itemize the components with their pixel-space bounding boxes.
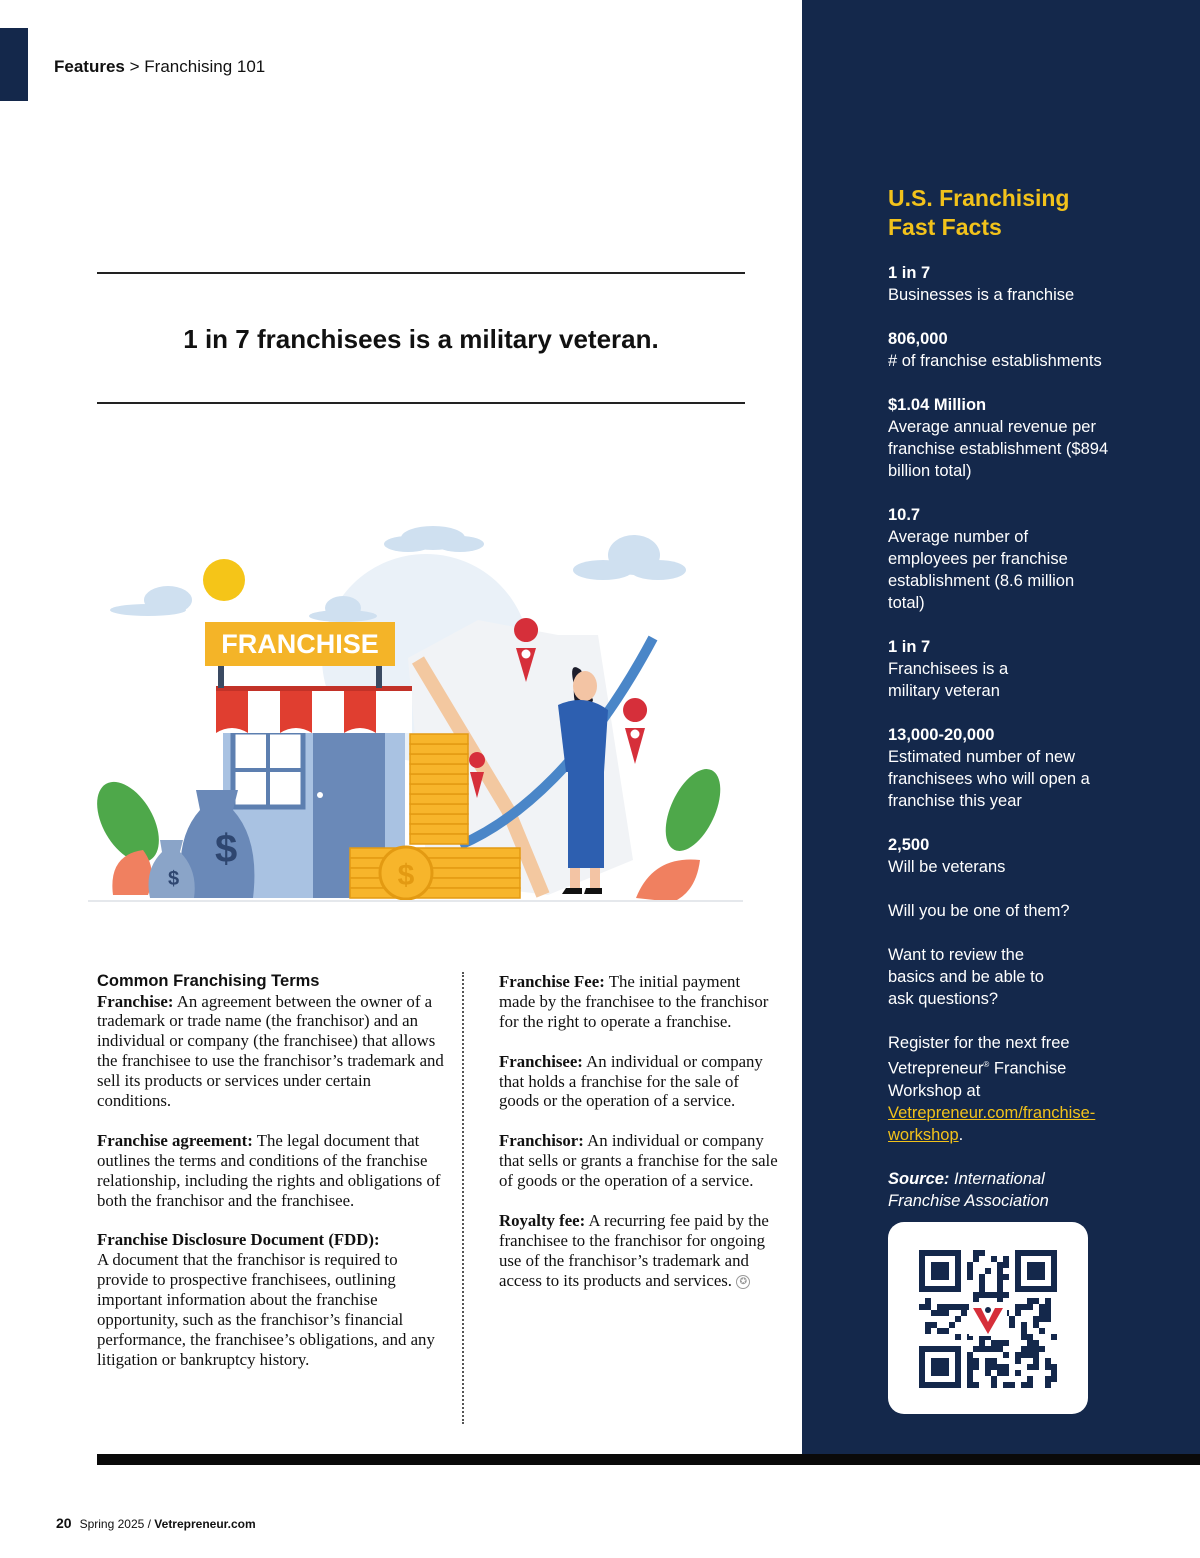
term-definition: A recurring fee paid by the franchisee to the franchisor for ongoing use of the franchisor’s trademark and access to its products and services.: [499, 1210, 769, 1290]
fact-label: Will be veterans: [888, 858, 1006, 876]
cloud-icon: [110, 586, 192, 616]
sidebar-title-line1: U.S. Franchising: [888, 185, 1070, 211]
page-number: 20: [56, 1515, 72, 1531]
fact-label: Average number of employees per franchise establishment (8.6 million total): [888, 528, 1075, 612]
pull-quote: 1 in 7 franchisees is a military veteran.: [183, 324, 659, 354]
breadcrumb-page: Franchising 101: [144, 57, 266, 76]
fact-value: 13,000-20,000: [888, 726, 995, 744]
source-text: International Franchise Association: [888, 1169, 1049, 1210]
fact-list: [888, 262, 1178, 1234]
fact-item: [888, 724, 1108, 812]
fact-label: Franchisees is a military veteran: [888, 660, 1009, 700]
fact-value: 1 in 7: [888, 638, 931, 656]
term-definition: An agreement between the owner of a trademark or trade name (the franchisor) and an individual or company (the franchisee) that allows the franchisee to use the franchisor’s trademark and sell its products or services under certain conditions.: [97, 991, 444, 1111]
term-franchisee: [499, 1052, 779, 1112]
franchise-sign-text: FRANCHISE: [221, 629, 379, 659]
location-pin-icon: [623, 698, 647, 764]
register-prefix: Register for the next free Vetrepreneur: [888, 1034, 1070, 1078]
sun-icon: [203, 559, 245, 601]
fact-value: $1.04 Million: [888, 396, 987, 414]
cloud-icon: [573, 535, 686, 580]
term-definition: An individual or company that holds a franchise for the sale of goods or the operation of a service.: [499, 1051, 763, 1111]
sidebar-title: [888, 184, 1148, 242]
svg-text:$: $: [397, 859, 415, 892]
fact-value: 10.7: [888, 506, 921, 524]
terms-left-column: [97, 972, 447, 1390]
sidebar-question: Will you be one of them?: [888, 902, 1070, 920]
term-franchise-agreement: [97, 1131, 447, 1211]
bottom-bar: [97, 1454, 1200, 1465]
fact-value: 806,000: [888, 330, 948, 348]
issue-label: Spring 2025 /: [79, 1517, 155, 1531]
fact-item: [888, 328, 1178, 372]
page-footer: [56, 1515, 256, 1531]
sidebar-review-text: Want to review the basics and be able to ask questions?: [888, 946, 1044, 1008]
term-definition: The legal document that outlines the terms and conditions of the franchise relationship, including the rights and obligations of both the franchisor and the franchisee.: [97, 1130, 441, 1210]
term-label: Franchisor:: [499, 1131, 584, 1151]
fact-item: [888, 834, 1178, 878]
term-definition: A document that the franchisor is required to provide to prospective franchisees, outlining important information about the franchise opportunity, such as the franchisor’s financial performance, the franchisee’s obligations, and any litigation or bankruptcy history.: [97, 1250, 435, 1369]
source-label: Source:: [888, 1169, 950, 1188]
fact-value: 2,500: [888, 836, 930, 854]
term-label: Franchisee:: [499, 1051, 583, 1071]
sidebar-title-line2: Fast Facts: [888, 214, 1002, 240]
fast-facts-sidebar: [802, 0, 1200, 1454]
breadcrumb: [54, 57, 265, 77]
term-label: Franchise Disclosure Document (FDD):: [97, 1230, 380, 1250]
coin-icon: [380, 847, 432, 899]
svg-text:$: $: [168, 868, 180, 890]
term-franchise-fee: [499, 972, 779, 1032]
fact-value: 1 in 7: [888, 264, 931, 282]
breadcrumb-section[interactable]: Features: [54, 57, 125, 76]
fact-label: Estimated number of new franchisees who will open a franchise this year: [888, 748, 1090, 810]
terms-heading: Common Franchising Terms: [97, 972, 320, 990]
corner-tab: [0, 28, 28, 101]
svg-text:$: $: [215, 827, 238, 871]
terms-right-column: [499, 972, 779, 1310]
term-franchise: [97, 992, 447, 1111]
ground-line: [88, 900, 743, 902]
end-of-article-icon: ✪: [736, 1275, 750, 1289]
register-end: .: [958, 1125, 964, 1144]
fact-item: [888, 504, 1108, 614]
qr-code-card[interactable]: [888, 1222, 1088, 1414]
fact-label: # of franchise establishments: [888, 352, 1102, 370]
register-middle: Franchise Workshop at: [888, 1059, 1067, 1100]
term-label: Franchise:: [97, 991, 174, 1011]
sidebar-register-text: [888, 1032, 1103, 1146]
term-fdd: [97, 1230, 447, 1369]
workshop-link[interactable]: Vetrepreneur.com/franchise-workshop: [888, 1103, 1096, 1144]
registered-mark: ®: [983, 1060, 990, 1069]
fact-label: Businesses is a franchise: [888, 286, 1075, 304]
term-definition: The initial payment made by the franchisee to the franchisor for the right to operate a franchise.: [499, 972, 769, 1031]
plant-icon: [636, 761, 732, 902]
term-label: Royalty fee:: [499, 1210, 586, 1230]
term-definition: An individual or company that sells or grants a franchise for the sale of goods or the operation of a service.: [499, 1131, 778, 1191]
term-royalty-fee: [499, 1211, 779, 1291]
cloud-icon: [384, 526, 484, 552]
fact-item: [888, 262, 1178, 306]
franchise-illustration: [88, 510, 743, 905]
sidebar-source: [888, 1168, 1058, 1212]
bottom-rule: [97, 402, 745, 404]
fact-label: Average annual revenue per franchise establishment ($894 billion total): [888, 418, 1109, 480]
fact-item: [888, 636, 1028, 702]
term-label: Franchise Fee:: [499, 972, 605, 991]
fact-item: [888, 394, 1113, 482]
breadcrumb-separator: >: [129, 57, 140, 76]
column-divider: [462, 972, 464, 1424]
top-rule: [97, 272, 745, 274]
site-name: Vetrepreneur.com: [154, 1517, 256, 1531]
term-label: Franchise agreement:: [97, 1130, 253, 1150]
qr-code-icon[interactable]: [919, 1250, 1057, 1388]
term-franchisor: [499, 1131, 779, 1191]
